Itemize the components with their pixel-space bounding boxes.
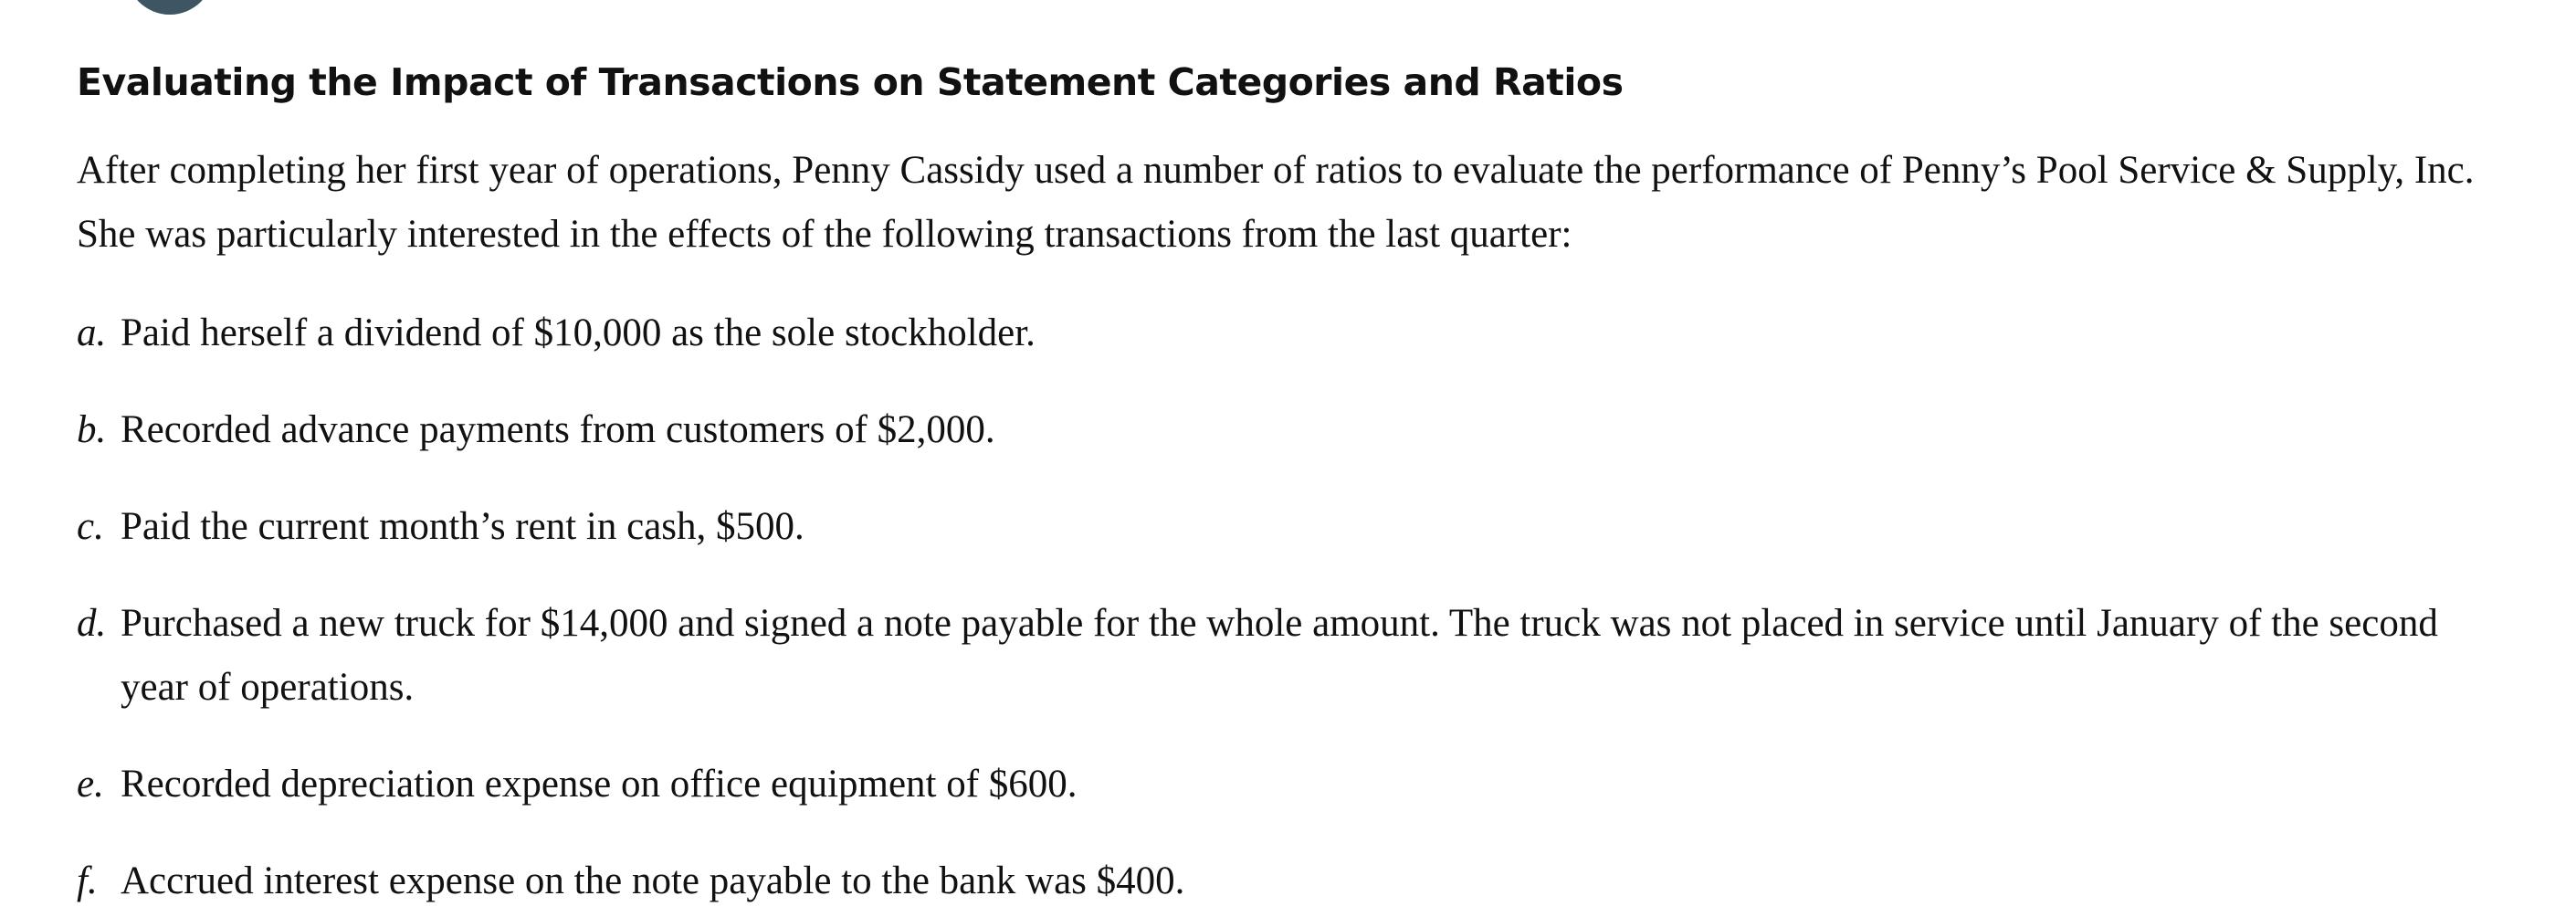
item-letter: c. — [77, 505, 104, 548]
list-item — [77, 753, 2497, 817]
transaction-list — [77, 301, 2497, 917]
item-text: Recorded advance payments from customers of $2,000. — [121, 408, 995, 451]
problem-title: Evaluating the Impact of Transactions on Statement Categories and Ratios — [77, 60, 1624, 104]
list-item — [77, 592, 2497, 720]
item-letter: e. — [77, 763, 104, 806]
list-item — [77, 849, 2497, 913]
item-text: Paid herself a dividend of $10,000 as the sole stockholder. — [121, 311, 1036, 354]
item-text: Recorded depreciation expense on office equipment of $600. — [121, 763, 1078, 806]
item-letter: f. — [77, 859, 98, 902]
item-text: Paid the current month’s rent in cash, $500. — [121, 505, 804, 548]
item-letter: b. — [77, 408, 107, 451]
item-letter: d. — [77, 602, 107, 645]
list-item — [77, 398, 2497, 462]
list-item — [77, 495, 2497, 559]
item-text: Purchased a new truck for $14,000 and signed a note payable for the whole amount. The truck was not placed in service until January of the second year of operations. — [121, 602, 2438, 709]
item-letter: a. — [77, 311, 107, 354]
item-text: Accrued interest expense on the note payable to the bank was $400. — [121, 859, 1185, 902]
list-item — [77, 301, 2497, 365]
avatar — [126, 0, 214, 15]
problem-intro: After completing her first year of operations, Penny Cassidy used a number of ratios to evaluate the performance of Penny’s Pool Service & Supply, Inc. She was particularly interested in the effects of the following transactions from the last quarter: — [77, 149, 2475, 256]
